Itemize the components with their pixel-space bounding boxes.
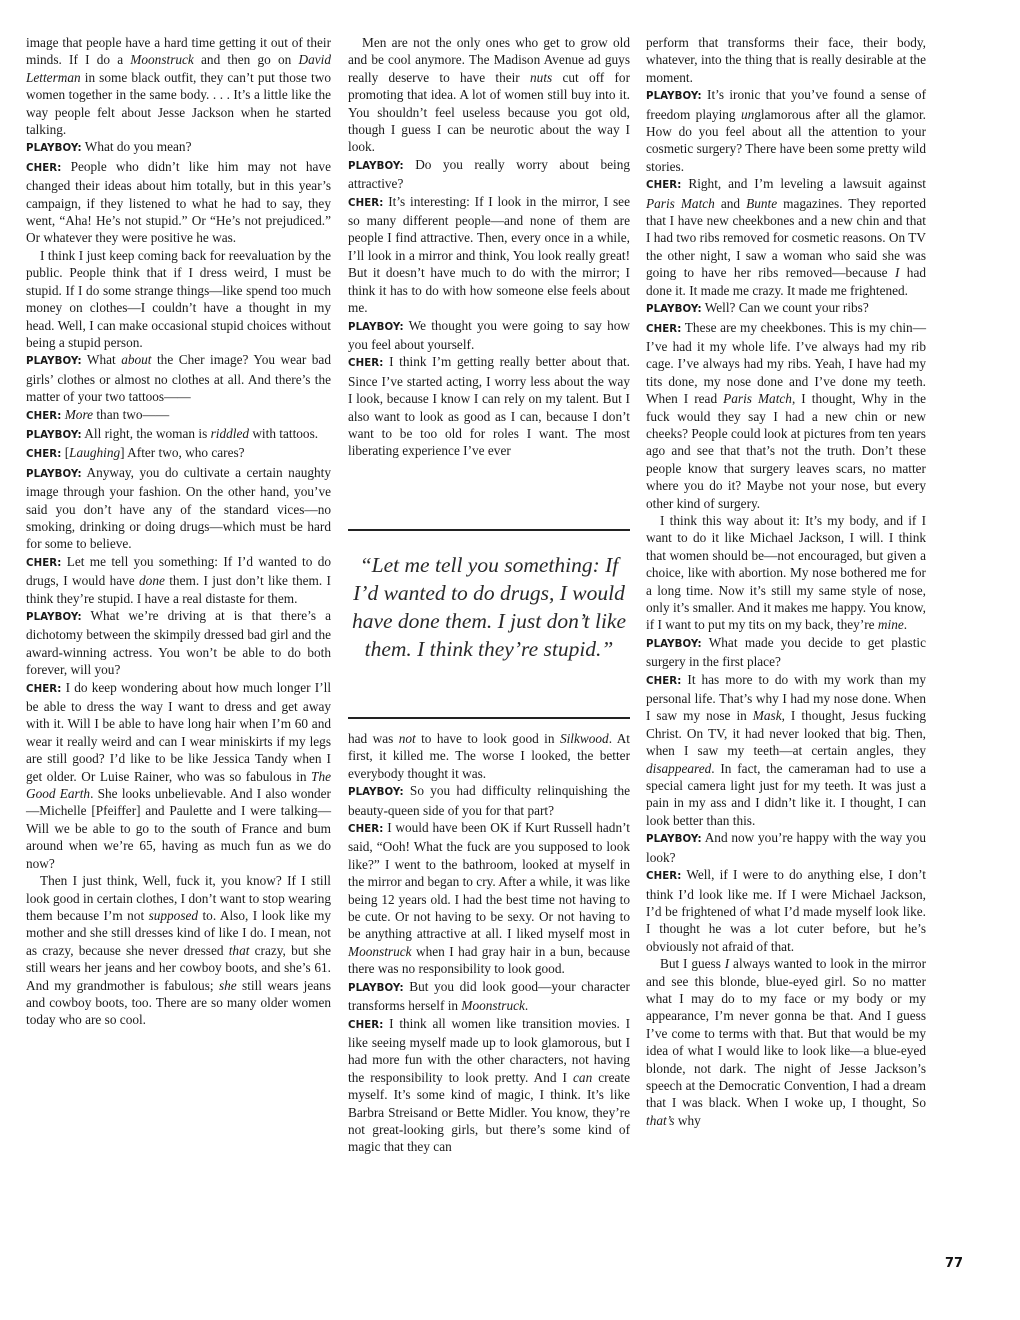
speaker-label: PLAYBOY: (646, 834, 702, 846)
speaker-label: CHER: (26, 683, 62, 695)
paragraph-text: What we’re driving at is that there’s a dichotomy between the skimpily dressed bad girl and the award-winning actress. You won’t be able to do both forever, will you? (26, 608, 331, 678)
speaker-label: CHER: (348, 197, 384, 209)
paragraph (348, 819, 630, 978)
speaker-label: PLAYBOY: (348, 321, 404, 333)
pull-quote (348, 529, 630, 719)
paragraph-text: We thought you were going to say how you feel about yourself. (348, 317, 630, 352)
column-3 (646, 34, 926, 1129)
paragraph-text: Well, if I were to do anything else, I don’t think I’d look like me. If I were Michael Jackson, I’d be frightened of what I’d made myself look like. I thought he was a lot cuter before, but he’s obviously not afraid of that. (646, 867, 926, 954)
speaker-label: PLAYBOY: (348, 787, 404, 799)
speaker-label: PLAYBOY: (26, 429, 82, 441)
speaker-label: PLAYBOY: (26, 612, 82, 623)
paragraph-text: I do keep wondering about how much longer I’ll be able to dress the way I want to dress and get away with it. Will I be able to have long hair when I’m 60 and wear it really weird and can I wear miniskirts if my legs are still good? I’d like to be like Jessica Tandy when I get older. Or Luise Rainer, who was so fabulous in The Good Earth. She looks unbelievable. And I also wonder—Michelle [Pfeiffer] and Paulette and I were talking—Will we be able to go to the south of France and bum around when we’re 65, having as much fun as we do now? (26, 679, 332, 871)
paragraph (646, 866, 926, 955)
paragraph (646, 175, 926, 299)
paragraph-text: I think I’m getting really better about that. Since I’ve started acting, I worry less about the way I look, because I know I can rely on my talent. But I also want to look as good as I can, because I don’t want to be too old for roles I want. The most liberating experience I’ve ever (348, 354, 630, 459)
paragraph (26, 553, 331, 607)
paragraph-text: But I guess I always wanted to look in the mirror and see this blonde, blue-eyed girl. So no matter what I may do to my face or my body or my appearance, I’m never gonna be that. And I guess I’ve come to terms with that. But that would be my idea of what I would like to look like—a blue-eyed blonde, not dark. The night of Jesse Jackson’s speech at the Democratic Convention, I had a dream that I was black. When I woke up, I thought, So that’s why (646, 956, 926, 1128)
paragraph-text: [Laughing] After two, who cares? (64, 445, 245, 461)
paragraph (26, 607, 331, 679)
speaker-label: CHER: (348, 358, 384, 370)
paragraph (26, 158, 331, 247)
paragraph (646, 34, 926, 86)
paragraph (646, 512, 926, 634)
paragraph-text: Well? Can we count your ribs? (704, 300, 869, 316)
paragraph-text: image that people have a hard time getting it out of their minds. If I do a Moonstruck and then go on David Letterman in some black outfit, they can’t put those two women together in the same body. . . . It’s a little like the way people felt about Jesse Jackson when he started talking. (26, 35, 331, 138)
paragraph-text: I think I just keep coming back for reevaluation by the public. People think that if I dress weird, I must be stupid. If I do some strange things—like spend too much money on clothes—I couldn’t have a thought in my head. Well, I can make occasional stupid choices without being a stupid person. (26, 247, 331, 350)
speaker-label: PLAYBOY: (26, 356, 82, 368)
paragraph-text: What made you decide to get plastic surgery in the first place? (646, 634, 926, 670)
paragraph-text: It’s interesting: If I look in the mirror, I see so many different people—and none of them are people I find attractive. Then, every once in a while, I’ll look in a mirror and think, You look really great! But it doesn’t have much to do with the mirror; I think it has to do with how someone else feels about me. (348, 193, 630, 316)
paragraph-text: And now you’re happy with the way you look? (646, 830, 927, 865)
speaker-label: CHER: (26, 162, 62, 174)
paragraph (348, 193, 630, 317)
paragraph (646, 671, 926, 830)
paragraph (646, 319, 926, 512)
paragraph-text: What do you mean? (84, 139, 192, 155)
paragraph (348, 317, 630, 354)
paragraph-text: Right, and I’m leveling a lawsuit against Paris Match and Bunte magazines. They reported that I have new cheekbones and a new chin and that I had two ribs removed for cosmetic reasons. On TV the other night, I saw a woman who said she was going to have her ribs removed—because I had done it. It made me crazy. It made me frightened. (646, 176, 926, 298)
speaker-label: CHER: (26, 449, 62, 461)
paragraph (26, 425, 331, 444)
speaker-label: PLAYBOY: (26, 143, 82, 155)
paragraph (26, 872, 331, 1029)
pull-quote-text: “Let me tell you something: If I’d wanted to do drugs, I would have done them. I just don’t like them. I think they’re stupid.” (351, 553, 627, 661)
speaker-label: PLAYBOY: (646, 304, 702, 316)
paragraph (646, 634, 926, 671)
speaker-label: CHER: (646, 323, 682, 335)
paragraph (348, 782, 630, 819)
speaker-label: PLAYBOY: (646, 638, 702, 650)
paragraph-text: All right, the woman is riddled with tattoos. (84, 425, 319, 441)
paragraph (26, 138, 331, 157)
paragraph-text: perform that transforms their face, their body, whatever, into the thing that is really desirable at the moment. (646, 35, 926, 85)
paragraph (646, 829, 926, 866)
paragraph-text: Anyway, you do cultivate a certain naughty image through your fashion. On the other hand, you’ve said you don’t have any of the standard vices—no smoking, drinking or doing drugs—which must be hard for some to believe. (26, 464, 332, 552)
paragraph (646, 955, 926, 1129)
speaker-label: CHER: (348, 1019, 384, 1031)
paragraph (26, 464, 331, 553)
paragraph-text: These are my cheekbones. This is my chin—I’ve had it my whole life. I’ve always had my rib cage. I’ve always had my ribs. Yeah, I have had my tits done, my nose done and I’ve done my teeth. When I read Paris Match, I thought, Why in the fuck would they say I had a new chin or new cheeks? People could look at pictures from ten years ago and see that that’s not the truth. Don’t these people know that surgery leaves scars, no matter where you do it? Maybe not your nose, but every other kind of surgery. (646, 319, 926, 511)
speaker-label: CHER: (26, 410, 62, 422)
paragraph-text: Let me tell you something: If I’d wanted to do drugs, I would have done them. I just don’t like them. I think they’re stupid. I have a real distaste for them. (26, 553, 331, 606)
column-2-bottom (348, 730, 630, 1156)
paragraph (646, 86, 926, 175)
paragraph (348, 34, 630, 156)
paragraph (26, 351, 331, 405)
paragraph (348, 353, 630, 459)
paragraph-text: I think this way about it: It’s my body, and if I want to do it like Michael Jackson, I will. I think that women should be—not encouraged, but given a choice, like with abortion. My nose bothered me for a long time. Now it’s still my same style of nose, only it’s smaller. And it makes me happy. You know, if I want to put my tits on my back, they’re mine. (646, 512, 926, 633)
paragraph-text: I would have been OK if Kurt Russell hadn’t said, “Ooh! What the fuck are you supposed to look like?” I went to the bathroom, looked at myself in the mirror and began to cry. After a while, it was like being 12 years old. I had the best time not having to be cute. Or not having to be sexy. Or not having to be anything attractive at all. I liked myself most in Moonstruck when I had gray hair in a bun, because there was no responsibility to look good. (348, 820, 630, 977)
speaker-label: CHER: (646, 675, 682, 687)
paragraph-text: People who didn’t like him may not have changed their ideas about him totally, but in this year’s campaign, if they listened to what he had to say, they went, “Aha! He’s not stupid.” Or “He’s not prejudiced.” Or whatever they were positive he was. (26, 158, 331, 246)
paragraph (348, 978, 630, 1015)
paragraph (646, 299, 926, 318)
paragraph-text: had was not to have to look good in Silkwood. At first, it killed me. The worse I looked, the better everybody thought it was. (348, 731, 630, 781)
speaker-label: PLAYBOY: (26, 468, 82, 480)
paragraph-text: I think all women like transition movies. I like seeing myself made up to look glamorous, but I had more fun with the other characters, not having the responsibility to look pretty. And I can create myself. It’s some kind of magic, I think. It’s like Barbra Streisand or Bette Midler. You know, they’re not great-looking girls, but there’s some kind of magic that they can (348, 1015, 630, 1155)
speaker-label: CHER: (348, 824, 384, 836)
paragraph (26, 34, 331, 138)
paragraph-text: Do you really worry about being attractive? (348, 156, 630, 192)
paragraph-text: Men are not the only ones who get to grow old and be cool anymore. The Madison Avenue ad guys really deserve to have their nuts cut off for promoting that idea. A lot of women still buy into it. You shouldn’t feel useless because you got old, though I guess I can be neurotic about the way I look. (348, 35, 630, 155)
speaker-label: CHER: (646, 871, 682, 883)
column-1 (26, 34, 331, 1029)
speaker-label: PLAYBOY: (348, 160, 404, 172)
page-number: 77 (945, 1256, 964, 1271)
paragraph-text: More than two—— (64, 406, 170, 422)
paragraph (26, 444, 331, 463)
speaker-label: CHER: (26, 557, 62, 569)
paragraph (348, 1015, 630, 1156)
column-2-top (348, 34, 630, 460)
paragraph (26, 406, 331, 425)
paragraph (348, 156, 630, 193)
paragraph-text: So you had difficulty relinquishing the beauty-queen side of you for that part? (348, 783, 630, 818)
paragraph (26, 679, 331, 872)
speaker-label: PLAYBOY: (646, 91, 702, 103)
speaker-label: CHER: (646, 180, 682, 192)
speaker-label: PLAYBOY: (348, 982, 404, 994)
paragraph-text: It has more to do with my work than my personal life. That’s why I had my nose done. When I saw my nose in Mask, I thought, Jesus fucking Christ. On TV, it had never looked that big. Then, when I saw my teeth—at certain angles, they disappeared. In fact, the cameraman had to use a special camera light just for my teeth. It was just a pain in my ass and I didn’t like it. I thought, I can look better than this. (646, 671, 926, 828)
paragraph-text: Then I just think, Well, fuck it, you know? If I still look good in certain clothes, I don’t want to stop wearing them because I’m not supposed to. Also, I look like my mother and she still dresses kind of like I do. I mean, not as crazy, because she never dressed that crazy, but she still wears her jeans and her cowboy boots, and she’s 61. And my grandmother is fabulous; she still wears jeans and cowboy boots, too. There are so many older women today who are so cool. (26, 873, 331, 1028)
paragraph-text: It’s ironic that you’ve found a sense of freedom playing unglamorous after all the glamor. How do you feel about all the attention to your cosmetic surgery? There have been some pretty wild stories. (646, 87, 926, 174)
paragraph (26, 247, 331, 351)
paragraph-text: What about the Cher image? You wear bad girls’ clothes or almost no clothes at all. And there’s the matter of your two tattoos—— (26, 352, 331, 405)
paragraph (348, 730, 630, 782)
paragraph-text: But you did look good—your character transforms herself in Moonstruck. (348, 978, 630, 1014)
